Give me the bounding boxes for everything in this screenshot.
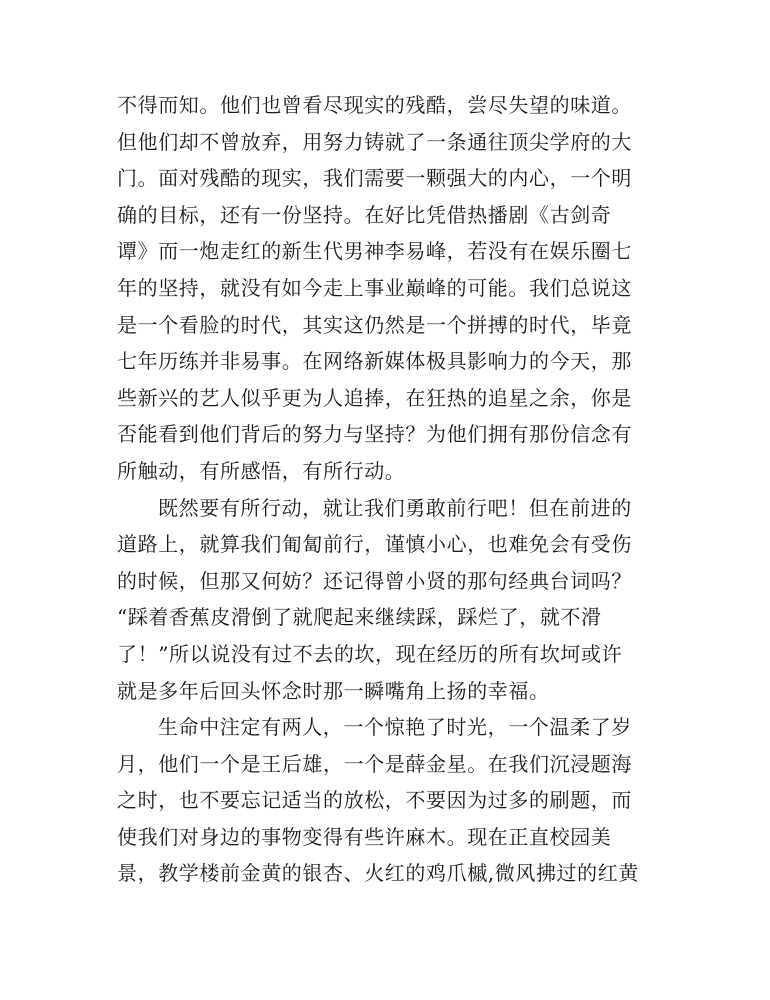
text-line: 些新兴的艺人似乎更为人追捧，在狂热的追星之余，你是 — [117, 385, 632, 410]
text-line: 使我们对身边的事物变得有些许麻木。现在正直校园美 — [117, 824, 612, 849]
text-line: 景，教学楼前金黄的银杏、火红的鸡爪槭,微风拂过的红黄 — [117, 861, 639, 886]
text-line: 道路上，就算我们匍匐前行，谨慎小心，也难免会有受伤 — [117, 532, 632, 557]
text-line: 七年历练并非易事。在网络新媒体极具影响力的今天，那 — [117, 349, 632, 374]
text-line: 不得而知。他们也曾看尽现实的残酷，尝尽失望的味道。 — [117, 93, 632, 117]
text-line: 门。面对残酷的现实，我们需要一颗强大的内心，一个明 — [117, 166, 632, 191]
text-line: 就是多年后回头怀念时那一瞬嘴角上扬的幸福。 — [117, 678, 550, 703]
text-line: 年的坚持，就没有如今走上事业巅峰的可能。我们总说这 — [117, 275, 632, 300]
paragraph-1 — [117, 87, 657, 490]
paragraph-3 — [117, 709, 657, 892]
text-line: 的时候，但那又何妨？还记得曾小贤的那句经典台词吗？ — [117, 568, 632, 593]
body-text — [117, 87, 657, 892]
text-line: 生命中注定有两人，一个惊艳了时光，一个温柔了岁 — [158, 715, 632, 740]
text-line: 确的目标，还有一份坚持。在好比凭借热播剧《古剑奇 — [117, 202, 612, 227]
text-line: 谭》而一炮走红的新生代男神李易峰，若没有在娱乐圈七 — [117, 239, 632, 264]
text-line: 但他们却不曾放弃，用努力铸就了一条通往顶尖学府的大 — [117, 129, 632, 154]
text-line: “踩着香蕉皮滑倒了就爬起来继续踩，踩烂了，就不滑 — [117, 605, 602, 630]
text-line: 月，他们一个是王后雄，一个是薛金星。在我们沉浸题海 — [117, 751, 632, 776]
text-line: 所触动，有所感悟，有所行动。 — [117, 458, 406, 483]
text-line: 了！”所以说没有过不去的坎，现在经历的所有坎坷或许 — [117, 641, 623, 666]
paragraph-2 — [117, 490, 657, 710]
text-line: 否能看到他们背后的努力与坚持？为他们拥有那份信念有 — [117, 422, 632, 447]
text-line: 之时，也不要忘记适当的放松，不要因为过多的刷题，而 — [117, 788, 632, 813]
text-line: 既然要有所行动，就让我们勇敢前行吧！但在前进的 — [158, 495, 632, 520]
text-line: 是一个看脸的时代，其实这仍然是一个拼搏的时代，毕竟 — [117, 312, 632, 337]
